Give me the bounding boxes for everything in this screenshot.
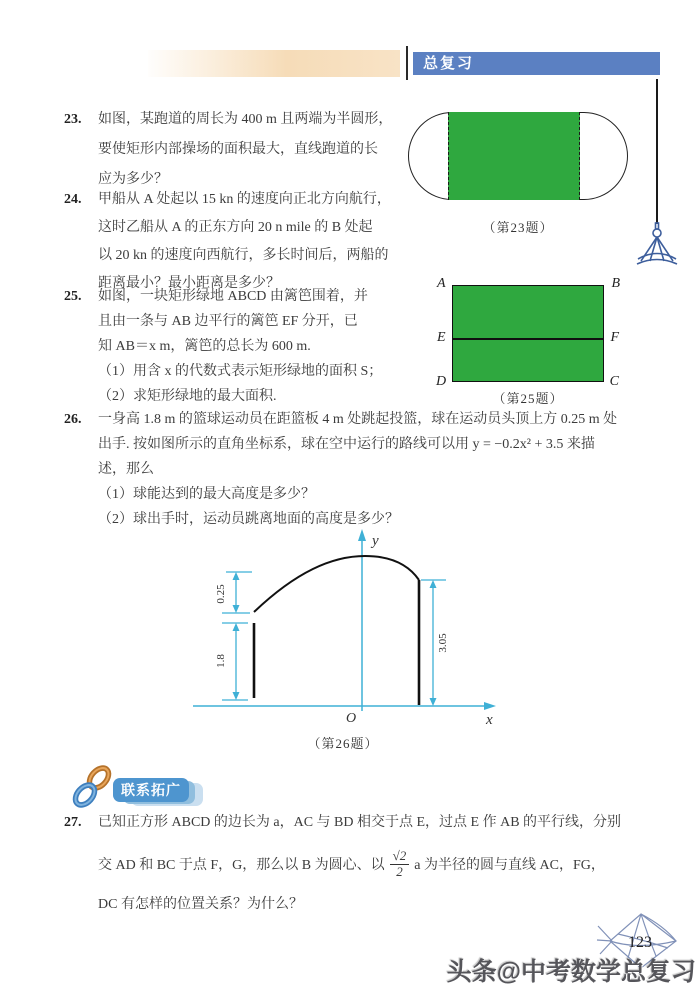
problem-text: 出手. 按如图所示的直角坐标系，球在空中运行的路线可以用 y = −0.2x² + 3.5 来描 bbox=[98, 437, 595, 452]
page-number: 123 bbox=[628, 934, 652, 951]
problem-text: 交 AD 和 BC 于点 F，G，那么以 B 为圆心、以 bbox=[98, 858, 385, 873]
problem-text: 如图，一块矩形绿地 ABCD 由篱笆围着，并 bbox=[98, 289, 368, 304]
rectangle-figure bbox=[436, 276, 620, 407]
dim-label-release: 0.25 bbox=[215, 584, 227, 604]
radical-fraction bbox=[390, 849, 410, 880]
problem-subquestion: （2）球出手时，运动员跳离地面的高度是多少？ bbox=[98, 512, 399, 527]
vertex-label-D: D bbox=[436, 374, 447, 389]
problem-subquestion: （1）球能达到的最大高度是多少？ bbox=[98, 487, 315, 502]
problem-subquestion: （1）用含 x 的代数式表示矩形绿地的面积 S； bbox=[98, 364, 383, 379]
ball-path-curve bbox=[254, 556, 419, 612]
problem-text: 述，那么 bbox=[98, 462, 154, 477]
dim-label-basket-height: 3.05 bbox=[437, 633, 449, 653]
origin-label: O bbox=[346, 711, 357, 726]
graph-figure bbox=[178, 528, 508, 752]
x-axis-label: x bbox=[486, 712, 493, 726]
problem-number: 27. bbox=[64, 815, 82, 830]
problem-text: 以 20 kn 的速度向西航行，多长时间后，两船的 bbox=[98, 248, 389, 263]
stadium-outline bbox=[408, 112, 628, 200]
track-figure bbox=[408, 112, 628, 236]
track-green-rectangle bbox=[448, 112, 580, 200]
problem-text: 如图，某跑道的周长为 400 m 且两端为半圆形， bbox=[98, 112, 393, 127]
ef-divider-line bbox=[453, 338, 603, 340]
vertex-label-F: F bbox=[610, 330, 619, 345]
problem-23 bbox=[64, 105, 416, 195]
figure-caption: （第25题） bbox=[492, 391, 564, 406]
problem-27 bbox=[64, 806, 656, 922]
fraction-denominator: 2 bbox=[396, 863, 403, 879]
problem-text: 一身高 1.8 m 的篮球运动员在距篮板 4 m 处跳起投篮，球在运动员头顶上方 0.25 m 处 bbox=[98, 412, 618, 427]
header-divider bbox=[406, 46, 408, 80]
y-axis-label: y bbox=[372, 533, 379, 549]
problem-text: 甲船从 A 处起以 15 kn 的速度向正北方向航行， bbox=[98, 192, 391, 207]
problem-text: 且由一条与 AB 边平行的篱笆 EF 分开，已 bbox=[98, 314, 358, 329]
y-axis-arrow bbox=[358, 529, 366, 541]
dim-label-player-height: 1.8 bbox=[215, 654, 227, 668]
figure-caption: （第26题） bbox=[307, 736, 379, 751]
compass-icon bbox=[634, 222, 682, 270]
problem-text: DC 有怎样的位置关系？为什么？ bbox=[98, 897, 303, 912]
problem-subquestion: （2）求矩形绿地的最大面积. bbox=[98, 389, 277, 404]
problem-text: 已知正方形 ABCD 的边长为 a，AC 与 BD 相交于点 E，过点 E 作 AB 的平行线，分别 bbox=[98, 815, 622, 830]
problem-number: 23. bbox=[64, 112, 82, 127]
x-axis-arrow bbox=[484, 702, 496, 710]
problem-text: a 为半径的圆与直线 AC，FG， bbox=[414, 858, 605, 873]
problem-text: 要使矩形内部操场的面积最大，直线跑道的长 bbox=[98, 142, 378, 157]
margin-rule bbox=[656, 79, 658, 224]
vertex-label-E: E bbox=[437, 330, 446, 345]
problem-number: 24. bbox=[64, 192, 82, 207]
watermark-text: 头条@中考数学总复习 bbox=[446, 958, 696, 986]
section-badge: 联系拓广 bbox=[113, 778, 189, 802]
problem-25 bbox=[64, 284, 430, 409]
vertex-label-C: C bbox=[609, 374, 619, 389]
fraction-numerator: √2 bbox=[390, 849, 410, 865]
parabola-graph bbox=[178, 528, 508, 726]
problem-text: 这时乙船从 A 的正东方向 20 n mile 的 B 处起 bbox=[98, 220, 373, 235]
problem-text: 应为多少？ bbox=[98, 172, 168, 187]
header-decor-bar bbox=[148, 50, 400, 77]
dimension-ticks bbox=[222, 572, 446, 700]
vertex-label-B: B bbox=[611, 276, 620, 291]
problem-number: 26. bbox=[64, 412, 82, 427]
dimension-lines bbox=[236, 576, 433, 702]
problem-text-with-fraction bbox=[64, 840, 656, 888]
chapter-banner: 总复习 bbox=[413, 52, 660, 75]
problem-number: 25. bbox=[64, 289, 82, 304]
problem-24 bbox=[64, 186, 416, 298]
problem-text: 知 AB＝x m，篱笆的总长为 600 m. bbox=[98, 339, 311, 354]
problem-26 bbox=[64, 407, 654, 532]
vertex-label-A: A bbox=[437, 276, 446, 291]
problem-text: 距离最小？最小距离是多少？ bbox=[98, 276, 280, 291]
figure-caption: （第23题） bbox=[482, 220, 554, 235]
dimension-arrowheads bbox=[233, 572, 437, 706]
green-rectangle bbox=[436, 276, 620, 389]
chain-link-icon bbox=[72, 764, 116, 812]
